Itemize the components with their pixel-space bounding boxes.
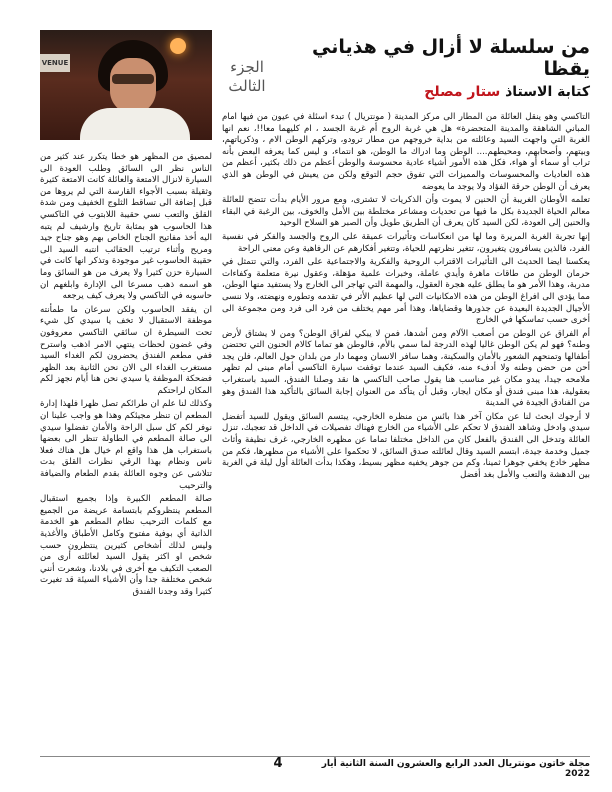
part-label-line1: الجزء bbox=[230, 58, 264, 76]
article-title: من سلسلة لا أزال في هذياني يقظا bbox=[311, 36, 590, 80]
left-text-column bbox=[40, 152, 212, 752]
part-label-line2: الثالث bbox=[228, 77, 266, 95]
byline-label: كتابة الاستاذ bbox=[505, 84, 590, 100]
paragraph: يعكسنا ايضا الحديث الى التأثيرات الاقتراب الروحية والفكرية والاجتماعية على الفرد، والتي تتمثل في حرمان الوطن من طاقات ماهرة وأيدي عاملة، وخبرات علمية مؤهلة، وعقول نيرة متعلمة وكفاءات مدربة، وهذا الأمر هو ما يطلق عليه هجرة العقول، والمهمة التي تهاجر الى الخارج ولا يستفيد منها الوطن، مما يؤدي الى افراغ الوطن من هذه الامكانيات التي لها عظيم الأثر في تقدمه وتطوره ونهضته، ولا ننسى الأجيال الجديدة البعيدة عن جذورها وقضاياها، وهذا أمر مهم يختلف من فرد الى فرد ومن مجموعة الى أخرى حسب تماسكها في الخارج bbox=[222, 257, 590, 326]
portrait-glasses bbox=[112, 74, 154, 84]
paragraph: ان يفقد الحاسوب ولكن سرعان ما طمأنته موظفة الاستقبال لا تخف يا سيدي كل شيء تحت السيطرة ان سائقي التاكسي معروفون وفي غضون لحظات ينتهي الامر اذهب واسترح ففي مطعم الفندق يحضرون لكم الغداء السيد مستغرب الغداء الى الان نحن الثانية بعد الظهر فضحكة الموظفة يا سيدي نحن هنا أيام نجهز لكم المكان لراحتكم bbox=[40, 304, 212, 396]
paragraph: وكذلك لنا علم ان طرائكم تصل ظهرا فلهذا إدارة المطعم ان تنظر مجيئكم وهذا هو واجب علينا ان نوفر لكم كل سبل الراحة والأمان تفضلوا سيدي الى صالة المطعم في الطاولة تنظر الى بعضها باستغراب هل هذا واقع ام خيال هل هناك فعلا ناس ونظام بهذا الرقي نظرات القلق بدت تتلاشى عن وجوه العائلة بقدم الطعام والضيافة والترحيب bbox=[40, 399, 212, 491]
venue-sign: VENUE bbox=[40, 54, 70, 72]
footer-divider bbox=[40, 756, 590, 757]
part-label bbox=[220, 58, 274, 96]
magazine-footer: مجلة خاتون مونتريال العدد الرابع والعشرون السنة الثانية أيار 2022 bbox=[321, 759, 590, 779]
author-photo bbox=[40, 30, 212, 140]
paragraph: تعلمه الأوطان الغريبة أن الحنين لا يموت وأن الذكريات لا تشترى، ومع مرور الأيام بدأت تتضح للعائلة معالم الحياة الجديدة بكل ما فيها من تحديات ومشاعر مختلطة بين الأمل والخوف، بين الرغبة في البقاء والحنين إلى العودة، لكن السيد كان يعرف أن الطريق طويل وأن الصبر هو السلاح الوحيد bbox=[222, 195, 590, 229]
paragraph: صالة المطعم الكبيرة وإذا بجميع استقبال المطعم ينتظروكم بابتسامة عريضة من الجميع مع كلمات الترحيب نظام المطعم هو الخدمة الذاتية أي بوفية مفتوح وكامل الأطباق والأغذية وليس لذلك أشخاص كثيرين ينتظرون حسب شخص او اكثر يقول السيد لعائلته أرى من الصعب التكيف مع أخرى في بلادنا، وشعرت أنني شخص مختلفة جدا وأن الأشياء السيئة قد تغيرت كثيرا وقد وجدنا الفندق bbox=[40, 494, 212, 597]
paragraph: التاكسي وهو ينقل العائلة من المطار الى مركز المدينة ( مونتريال ) تبدء أسئلة في عيون من فيها امام المباني الشاهقة والمدينة المتحضرة» هل هي غربة الروح أم غربة الجسد ، ام كليهما معا!!، نعم انها الغربة التي واجهت السيد وعائلته من بداية خروجهم من مطار ترودو، وتركهم الوطن الام ، وذكرياتهم، وبيتهم، وأصحابهم، ومحيطهم.... الوطن وما ادراك ما الوطن، هو انتماء، و ليس كما يعرفه البعض بأنه تراب أو سماء أو هواء، فكل هذه الأمور أشياء عادية محسوسة والوطن أعظم من ذلك بكثير، أعظم من هذه العاديات والمحسوسات والمميزات التي تفوق حجم التوقع ولكن من يعيش في الوطن هو الذي يعرف أن الوطن حرقة الفؤاد ولا يوجد ما يعوضه bbox=[222, 112, 590, 192]
portrait-shirt bbox=[80, 108, 190, 140]
paragraph: أم الفراق عن الوطن من أصعب الآلام ومن أشدها، فمن لا يبكي لفراق الوطن؟ ومن لا يشتاق لأرض وطنه؟ فهو لم يكن الوطن غاليا لهذه الدرجة لما سمي بالأم، فالوطن هو تماما كالام الحنون التي تحتضن أطفالها وتمنحهم الشعور بالأمان والسكينة، وهما سافر الانسان ومهما دار من بلدان حول العالم، فلن يجد أحن من حضن وطنه ولا أدفء منه، فكيف السيد عندما توقفت سيارة التاكسي أمام مبنى لم تظهر ملامحه جيدا، يبدو مكان غير مناسب هنا يقول صاحب التاكسي ها نقد وصلنا الفندق، السيد باستغراب بعقولية، هذا مبنى فندق أو مكان ايجار، وقبل أن يتأكد من العنوان إجابة السائق بالتأكيد هذا الفندق وهو من الفنادق الجيدة في المدينة bbox=[222, 328, 590, 409]
paragraph: لمصيق من المظهر هو خطأ يتكرر عند كثير من الناس نظر الى السائق وطلب العودة الى السيارة لانزال الامتعة والعائلة كانت الامتعة كثيرة وثقيلة بسبب الأجواء القارسة التي لم يروها من قبل إضافة الى تساقط الثلوج الخفيف ومن شدة القلق والتعب نسي حقيبة اللابتوب في التاكسي هذا الحاسوب هو بمثابة تاريخ وارشيف لم يتبه اليه أخذ مفاتيح الجناح الخاص بهم وهو جناح جيد ومريح وأثناء ترتيب الحقائب انتبه السيد الى حقيبة الحاسوب غير موجودة وتذكر انها كانت في السيارة حزن كثيرا ولا يعرف من هو السائق وما هو اسمه ذهب مسرعا الى الإدارة وابلغهم ان حاسوبه في التاكسي ولا يعرف كيف يرجعه bbox=[40, 152, 212, 302]
author-name: ستار مصلح bbox=[424, 84, 501, 100]
paragraph: إنها تجربة الغربة المريرة وما لها من انعكاسات وتأثيرات عميقة على الروح والجسد والفكر في نفسية الفرد، فالذين يسافرون يتغيرون، تتغير نظرتهم للحياة، وتتغير أفكارهم عن الرفاهية وعن معنى الراحة bbox=[222, 231, 590, 254]
page-number: 4 bbox=[273, 756, 283, 771]
paragraph: لا أرجوك ابحث لنا عن مكان آخر هذا بائس من منظره الخارجي، يبتسم السائق ويقول للسيد أتفضل سيدي وادخل وشاهد الفندق لا تحكم على الأشياء من الخارج فهناك تفصيلات في الداخل قد تعجبك، تنزل العائلة وتدخل الى الفندق بالفعل كان من الداخل مختلفا تماما عن مظهره الخارجي، غرف نظيفة وأثاث جميل وخدمة جيدة، ابتسم السيد وقال لعائلته صدق السائق، لا تحكموا على الأشياء من مظهرها، فكم من مظهر خادع يخفي جوهرا ثمينا، وكم من جوهر يخفيه مظهر بسيط، وهكذا بدأت العائلة أول ليلة في الغربة بين الدهشة والتعب والأمل بغد أفضل bbox=[222, 411, 590, 480]
portrait-face bbox=[110, 58, 156, 114]
right-text-column bbox=[222, 112, 590, 752]
byline bbox=[300, 84, 590, 100]
lamp-light bbox=[170, 38, 186, 54]
